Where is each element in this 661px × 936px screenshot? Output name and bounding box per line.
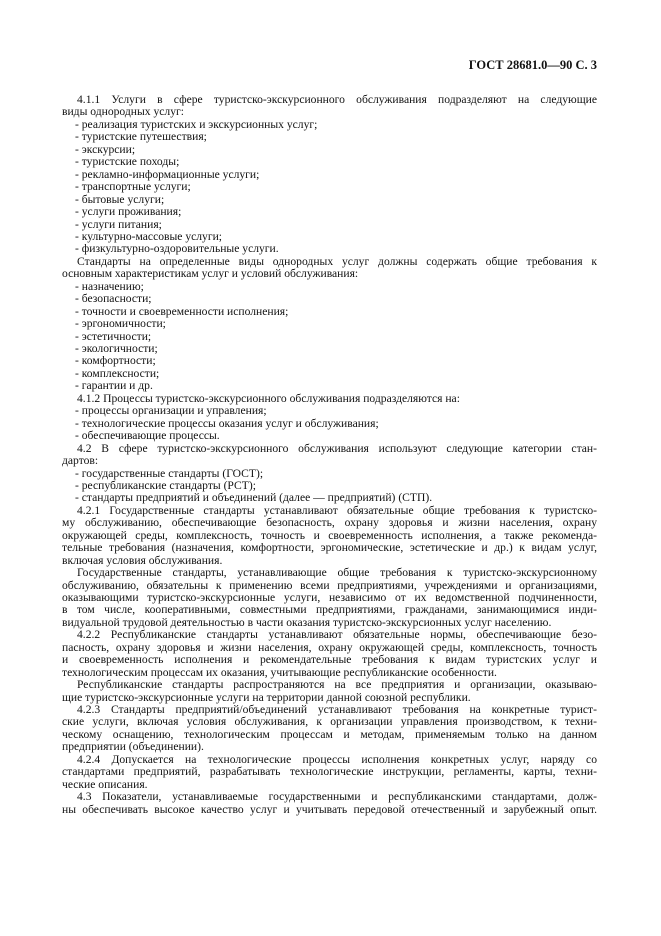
text-line: 4.2.1 Государственные стандарты устанавливают обязательные общие требования к туристско- [77, 503, 597, 517]
paragraph [62, 256, 597, 281]
bullet-list [62, 405, 597, 442]
list-item: - бытовые услуги; [75, 192, 165, 206]
text-line: Республиканские стандарты распространяются на все предприятия и организации, оказываю- [77, 678, 597, 692]
list-item: - обеспечивающие процессы. [75, 429, 220, 443]
list-item: - процессы организации и управления; [75, 404, 267, 418]
text-line: 4.2.2 Республиканские стандарты устанавливают обязательные нормы, обеспечивающие безо- [77, 628, 597, 642]
page-header: ГОСТ 28681.0—90 С. 3 [468, 58, 597, 72]
text-line: видуальной трудовой деятельностью в части оказания туристско-экскурсионных услуг населению. [62, 615, 552, 629]
text-line: 4.1.1 Услуги в сфере туристско-экскурсионного обслуживания подразделяют на следующие [77, 93, 597, 106]
list-item: - реализация туристских и экскурсионных услуг; [75, 117, 318, 131]
paragraph [62, 791, 597, 816]
text-line: ские услуги, включая условия обслуживания, к организации управления производством, к техни- [62, 715, 597, 729]
text-line: Государственные стандарты, устанавливающие общие требования к туристско-экскурсионному [77, 566, 597, 580]
list-item: - республиканские стандарты (РСТ); [75, 479, 256, 492]
list-item: - эргономичности; [75, 317, 166, 331]
list-item: - государственные стандарты (ГОСТ); [75, 466, 264, 480]
text-line: включая условия обслуживания. [62, 553, 223, 567]
paragraph [62, 94, 597, 119]
list-item: - комплексности; [75, 366, 160, 380]
list-item: - экскурсии; [75, 142, 136, 156]
list-item: - туристские походы; [75, 155, 180, 169]
text-line: 4.2 В сфере туристско-экскурсионного обслуживания используют следующие категории стан- [77, 441, 597, 455]
text-line: 4.2.4 Допускается на технологические процессы исполнения конкретных услуг, наряду со [77, 752, 597, 766]
paragraph [62, 629, 597, 679]
list-item: - точности и своевременности исполнения; [75, 304, 289, 318]
text-line: предприятии (объединении). [62, 740, 204, 754]
list-item: - назначению; [75, 279, 144, 293]
text-line: основным характеристикам услуг и условий обслуживания: [62, 267, 359, 281]
list-item: - физкультурно-оздоровительные услуги. [75, 242, 279, 256]
text-line: обслуживанию, обязательны к применению всеми предприятиями, учреждениями и организациями, [62, 578, 597, 592]
list-item: - услуги питания; [75, 217, 162, 231]
text-line: стандартами предприятий, разрабатывать технологические инструкции, регламенты, карты, техни- [62, 765, 597, 779]
list-item: - культурно-массовые услуги; [75, 229, 223, 243]
text-line: ны обеспечивать высокое качество услуг и учитывать передовой отечественный и зарубежный опыт. [62, 802, 597, 816]
list-item: - рекламно-информационные услуги; [75, 167, 260, 181]
list-item: - стандарты предприятий и объединений (далее — предприятий) (СТП). [75, 491, 433, 505]
text-line: дартов: [62, 454, 99, 468]
text-line: окружающей среды, комплексность, точность и своевременность исполнения, а также рекоменда- [62, 528, 597, 542]
text-line: 4.1.2 Процессы туристско-экскурсионного обслуживания подразделяются на: [77, 391, 460, 405]
text-line: Стандарты на определенные виды однородных услуг должны содержать общие требования к [77, 254, 597, 268]
paragraph [62, 567, 597, 629]
text-line: щие туристско-экскурсионные услуги на территории данной союзной республики. [62, 690, 471, 704]
text-line: в том числе, кооперативными, совместными предприятиями, гражданами, занимающимися инди- [62, 603, 597, 617]
text-line: оказывающими туристско-экскурсионные услуги, независимо от их ведомственной подчиненности, [62, 590, 597, 604]
document-body [62, 94, 597, 816]
paragraph [62, 754, 597, 791]
bullet-list [62, 119, 597, 256]
paragraph [62, 443, 597, 468]
list-item: - транспортные услуги; [75, 180, 191, 194]
paragraph [62, 704, 597, 754]
text-line: виды однородных услуг: [62, 105, 184, 119]
text-line: пасность, охрану здоровья и жизни населения, охрану окружающей среды, комплексность, точность [62, 640, 597, 654]
list-item: - услуги проживания; [75, 205, 182, 219]
list-item: - экологичности; [75, 342, 158, 356]
list-item: - туристские путешествия; [75, 130, 207, 144]
text-line: ческому оснащению, технологическим процессам и методам, применяемым только на данном [62, 727, 597, 741]
text-line: ческие описания. [62, 777, 148, 791]
bullet-list [62, 468, 597, 505]
list-item: - технологические процессы оказания услуг и обслуживания; [75, 416, 379, 430]
bullet-list [62, 281, 597, 393]
list-item: - безопасности; [75, 292, 152, 306]
list-item: - эстетичности; [75, 329, 152, 343]
text-line: тельные требования (назначения, комфортности, эргономические, эстетические и др.) к видам услуг, [62, 541, 597, 555]
text-line: 4.2.3 Стандарты предприятий/объединений устанавливают требования на конкретные турист- [77, 702, 597, 716]
text-line: и своевременность исполнения и рекомендательные требования к видам туристских услуг и [62, 653, 597, 667]
list-item: - гарантии и др. [75, 379, 153, 393]
text-line: технологическим процессам их оказания, учитывающие республиканские особенности. [62, 665, 497, 679]
text-line: му обслуживанию, обеспечивающие безопасность, охрану здоровья и жизни населения, охрану [62, 516, 597, 530]
text-line: 4.3 Показатели, устанавливаемые государственными и республиканскими стандартами, долж- [77, 790, 597, 804]
list-item: - комфортности; [75, 354, 156, 368]
paragraph [62, 505, 597, 567]
paragraph [62, 679, 597, 704]
